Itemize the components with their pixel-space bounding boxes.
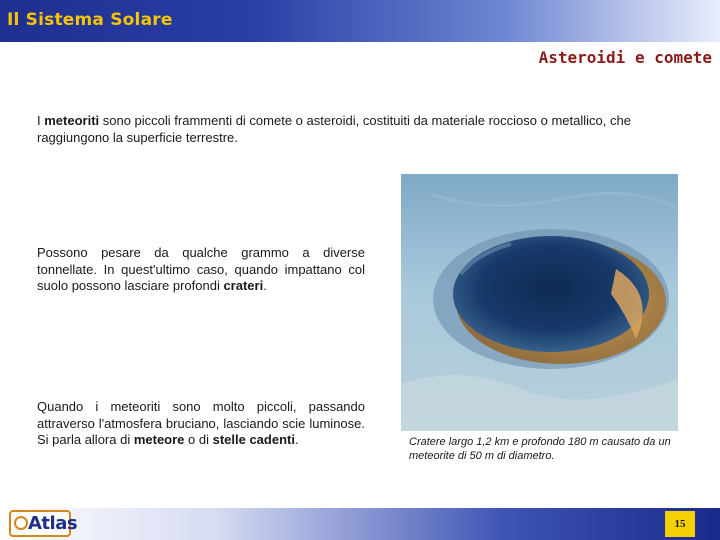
paragraph-meteore: Quando i meteoriti sono molto piccoli, passando attraverso l'atmosfera bruciano, lasciando scie luminose. Si parla allora di meteore o di stelle cadenti. <box>37 399 365 447</box>
slide-title: Asteroidi e comete <box>538 48 712 67</box>
footer-band <box>0 508 720 540</box>
atlas-logo <box>9 510 78 537</box>
term-meteoriti: meteoriti <box>44 113 100 128</box>
term-stelle-cadenti: stelle cadenti <box>212 432 295 447</box>
term-meteore: meteore <box>133 432 185 447</box>
page-number: 15 <box>665 511 695 537</box>
photo-caption: Cratere largo 1,2 km e profondo 180 m causato da un meteorite di 50 m di diametro. <box>409 436 671 462</box>
paragraph-meteoriti: I meteoriti sono piccoli frammenti di comete o asteroidi, costituiti da materiale roccioso o metallico, che raggiungono la superficie terrestre. <box>37 113 631 145</box>
presentation-title: Il Sistema Solare <box>7 10 173 30</box>
term-crateri: crateri <box>223 278 264 293</box>
crater-photo <box>401 174 678 431</box>
paragraph-crateri: Possono pesare da qualche grammo a diverse tonnellate. In quest'ultimo caso, quando impattano col suolo possono lasciare profondi crateri. <box>37 245 365 293</box>
logo-text: Atlas <box>28 513 78 534</box>
globe-icon <box>14 516 28 530</box>
